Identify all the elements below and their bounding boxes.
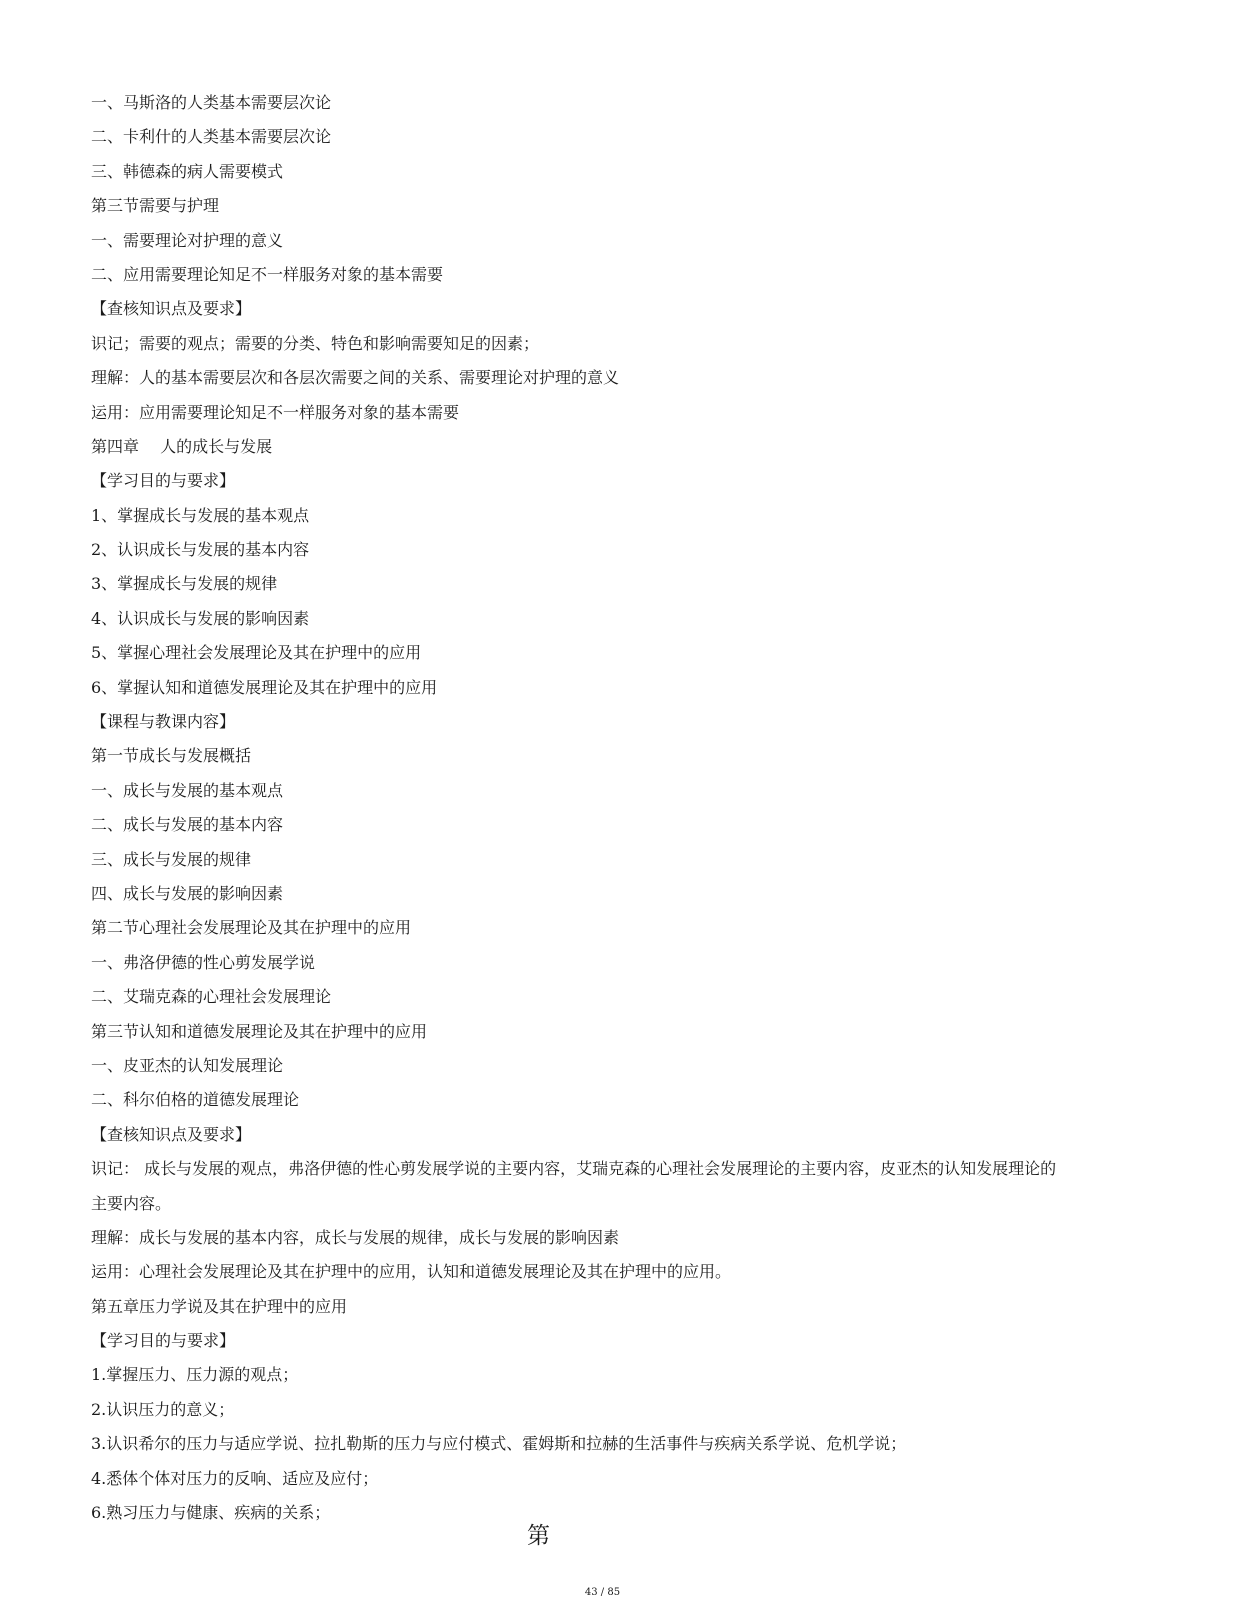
chapter-fragment: 第 (527, 1523, 550, 1549)
text-line: 三、韩德森的病人需要模式 (91, 161, 284, 181)
text-line: 识记： 成长与发展的观点，弗洛伊德的性心剪发展学说的主要内容，艾瑞克森的心理社会发展理论的主要内容，皮亚杰的认知发展理论的 (91, 1159, 1057, 1179)
text-line: 三、成长与发展的规律 (91, 849, 252, 869)
section-heading: 第二节心理社会发展理论及其在护理中的应用 (91, 918, 412, 938)
text-line: 4、认识成长与发展的影响因素 (91, 608, 310, 628)
text-line: 5、掌握心理社会发展理论及其在护理中的应用 (91, 643, 422, 663)
text-line: 二、成长与发展的基本内容 (91, 815, 284, 835)
text-line: 主要内容。 (91, 1193, 172, 1213)
text-line: 3、掌握成长与发展的规律 (91, 574, 278, 594)
text-line: 四、成长与发展的影响因素 (91, 883, 284, 903)
text-line: 运用：应用需要理论知足不一样服务对象的基本需要 (91, 402, 460, 422)
text-line: 二、应用需要理论知足不一样服务对象的基本需要 (91, 264, 444, 284)
text-line: 一、需要理论对护理的意义 (91, 230, 284, 250)
chapter-heading: 第四章 人的成长与发展 (91, 436, 273, 456)
section-heading: 第一节成长与发展概括 (91, 746, 252, 766)
text-line: 理解：人的基本需要层次和各层次需要之间的关系、需要理论对护理的意义 (91, 368, 620, 388)
text-line: 1.掌握压力、压力源的观点； (91, 1365, 299, 1385)
text-body (91, 86, 1151, 1530)
text-line: 4.悉体个体对压力的反响、适应及应付； (91, 1468, 379, 1488)
bracket-heading: 【查核知识点及要求】 (91, 299, 252, 319)
text-line: 6.熟习压力与健康、疾病的关系； (91, 1503, 331, 1523)
text-line: 一、马斯洛的人类基本需要层次论 (91, 93, 332, 112)
text-line: 二、卡利什的人类基本需要层次论 (91, 127, 332, 147)
text-line: 理解：成长与发展的基本内容，成长与发展的规律，成长与发展的影响因素 (91, 1227, 620, 1247)
page-number: 43 / 85 (584, 1587, 621, 1598)
text-line: 1、掌握成长与发展的基本观点 (91, 505, 310, 525)
text-line: 一、弗洛伊德的性心剪发展学说 (91, 952, 316, 972)
text-line: 3.认识希尔的压力与适应学说、拉扎勒斯的压力与应付模式、霍姆斯和拉赫的生活事件与疾病关系学说、危机学说； (91, 1434, 907, 1454)
text-line: 二、科尔伯格的道德发展理论 (91, 1090, 300, 1110)
text-line: 6、掌握认知和道德发展理论及其在护理中的应用 (91, 677, 438, 697)
text-line: 二、艾瑞克森的心理社会发展理论 (91, 987, 332, 1007)
bracket-heading: 【学习目的与要求】 (91, 471, 236, 491)
text-line: 一、成长与发展的基本观点 (91, 780, 284, 800)
bracket-heading: 【学习目的与要求】 (91, 1331, 236, 1351)
text-line: 一、皮亚杰的认知发展理论 (91, 1055, 284, 1075)
section-heading: 第三节需要与护理 (91, 196, 220, 216)
text-line: 2.认识压力的意义； (91, 1399, 235, 1419)
text-line: 运用：心理社会发展理论及其在护理中的应用，认知和道德发展理论及其在护理中的应用。 (91, 1262, 732, 1282)
text-line: 2、认识成长与发展的基本内容 (91, 540, 310, 560)
text-line: 识记；需要的观点；需要的分类、特色和影响需要知足的因素； (91, 333, 540, 353)
bracket-heading: 【查核知识点及要求】 (91, 1124, 252, 1144)
bracket-heading: 【课程与教课内容】 (91, 712, 236, 732)
chapter-heading: 第五章压力学说及其在护理中的应用 (91, 1296, 348, 1316)
section-heading: 第三节认知和道德发展理论及其在护理中的应用 (91, 1021, 428, 1041)
